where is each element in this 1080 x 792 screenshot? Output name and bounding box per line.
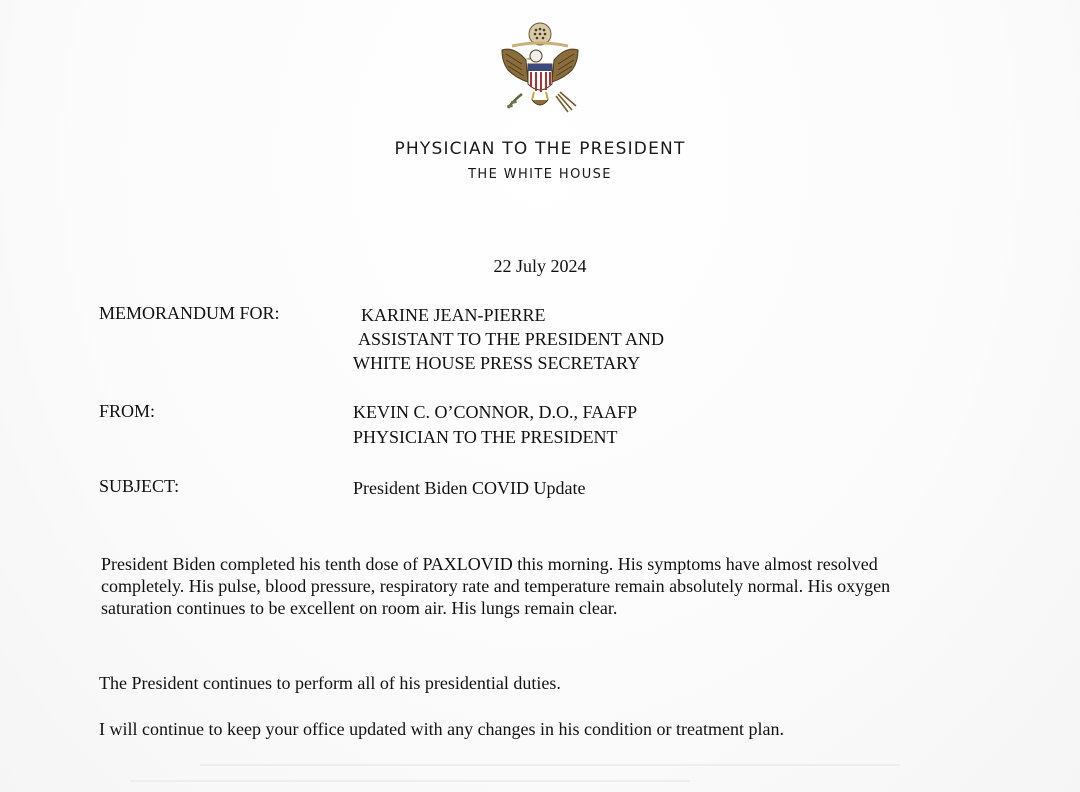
sender-name: KEVIN C. O’CONNOR, D.O., FAAFP: [353, 402, 638, 422]
memorandum-for-label: MEMORANDUM FOR:: [99, 303, 280, 323]
subject-label: SUBJECT:: [99, 476, 180, 496]
bleed-through-line: [200, 764, 900, 766]
presidential-eagle-seal-icon: [492, 20, 588, 120]
body-paragraph-1: President Biden completed his tenth dose of PAXLOVID this morning. His symptoms have almost resolved completely. His pulse, blood pressure, respiratory rate and temperature remain absolutely normal. His oxygen saturation continues to be excellent on room air. His lungs remain clear.: [101, 554, 891, 618]
memo-date: 22 July 2024: [493, 256, 587, 276]
recipient-title-line-2: WHITE HOUSE PRESS SECRETARY: [353, 353, 641, 373]
letterhead-title: PHYSICIAN TO THE PRESIDENT: [394, 139, 686, 159]
body-paragraph-2: The President continues to perform all of his presidential duties.: [99, 673, 561, 693]
letterhead-subtitle: THE WHITE HOUSE: [468, 167, 612, 182]
recipient-title-line-1: ASSISTANT TO THE PRESIDENT AND: [358, 329, 664, 349]
recipient-name: KARINE JEAN-PIERRE: [361, 305, 546, 325]
from-label: FROM:: [99, 401, 156, 421]
bleed-through-line: [130, 780, 690, 782]
sender-title: PHYSICIAN TO THE PRESIDENT: [353, 427, 618, 447]
body-paragraph-3: I will continue to keep your office updated with any changes in his condition or treatment plan.: [99, 719, 784, 739]
subject-value: President Biden COVID Update: [353, 478, 586, 498]
